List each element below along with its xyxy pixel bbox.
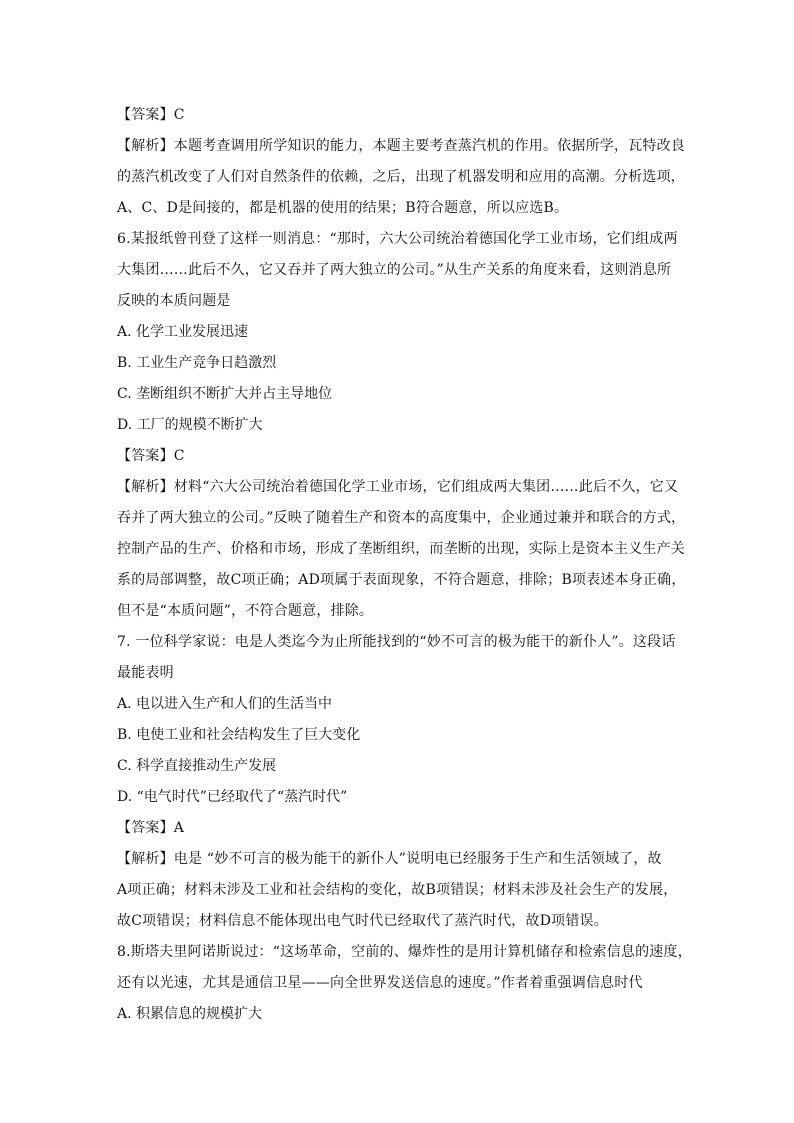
document-page — [117, 100, 692, 1030]
answer-line: 【答案】C — [117, 448, 185, 464]
question-line: 大集团……此后不久，它又吞并了两大独立的公司。”从生产关系的角度来看，这则消息所 — [117, 262, 672, 278]
analysis-line: 吞并了两大独立的公司。”反映了随着生产和资本的高度集中，企业通过兼并和联合的方式， — [117, 510, 686, 526]
analysis-line: 系的局部调整，故C项正确；AD项属于表面现象，不符合题意，排除；B项表述本身正确， — [117, 572, 686, 588]
q7-analysis — [117, 844, 677, 937]
question-line: 最能表明 — [117, 665, 174, 681]
analysis-line: 控制产品的生产、价格和市场，形成了垄断组织，而垄断的出现，实际上是资本主义生产关 — [117, 541, 685, 557]
q7-option-c: C. 科学直接推动生产发展 — [117, 758, 277, 774]
q6-option-a: A. 化学工业发展迅速 — [117, 324, 249, 340]
q8-stem — [117, 937, 692, 999]
analysis-line: 但不是“本质问题”，不符合题意，排除。 — [117, 603, 374, 619]
analysis-line: 的蒸汽机改变了人们对自然条件的依赖，之后，出现了机器发明和应用的高潮。分析选项， — [117, 169, 685, 185]
analysis-line: 故C项错误；材料信息不能体现出电气时代已经取代了蒸汽时代，故D项错误。 — [117, 913, 608, 929]
q6-analysis — [117, 472, 686, 627]
q6-stem — [117, 224, 677, 317]
q7-option-d: D. “电气时代”已经取代了“蒸汽时代” — [117, 789, 348, 805]
analysis-line: 【解析】电是 “妙不可言的极为能干的新仆人”说明电已经服务于生产和生活领域了，故 — [117, 851, 662, 867]
analysis-line: A项正确；材料未涉及工业和社会结构的变化，故B项错误；材料未涉及社会生产的发展， — [117, 882, 678, 898]
answer-line: 【答案】C — [117, 107, 185, 123]
analysis-line: A、C、D是间接的，都是机器的使用的结果；B符合题意，所以应选B。 — [117, 200, 569, 216]
q8-option-a: A. 积累信息的规模扩大 — [117, 1006, 263, 1022]
q7-answer — [117, 813, 677, 844]
question-line: 还有以光速，尤其是通信卫星——向全世界发送信息的速度。”作者着重强调信息时代 — [117, 975, 643, 991]
q7-option-b: B. 电使工业和社会结构发生了巨大变化 — [117, 727, 361, 743]
answer-line: 【答案】A — [117, 820, 185, 836]
q7-stem — [117, 627, 677, 689]
analysis-line: 【解析】本题考查调用所学知识的能力，本题主要考查蒸汽机的作用。依据所学，瓦特改良 — [117, 138, 685, 154]
q6-option-d: D. 工厂的规模不断扩大 — [117, 417, 263, 433]
question-line: 反映的本质问题是 — [117, 293, 231, 309]
q6-option-b: B. 工业生产竞争日趋激烈 — [117, 355, 277, 371]
question-line: 7. 一位科学家说：电是人类迄今为止所能找到的“妙不可言的极为能干的新仆人”。这段话 — [117, 634, 676, 650]
question-line: 8.斯塔夫里阿诺斯说过：“这场革命，空前的、爆炸性的是用计算机储存和检索信息的速度， — [117, 944, 692, 960]
q5-answer — [117, 100, 677, 131]
q6-answer — [117, 441, 677, 472]
q5-analysis — [117, 131, 685, 224]
q7-option-a: A. 电以进入生产和人们的生活当中 — [117, 696, 333, 712]
q6-option-c: C. 垄断组织不断扩大并占主导地位 — [117, 386, 333, 402]
question-line: 6.某报纸曾刊登了这样一则消息：“那时，六大公司统治着德国化学工业市场，它们组成两 — [117, 231, 678, 247]
analysis-line: 【解析】材料“六大公司统治着德国化学工业市场，它们组成两大集团……此后不久，它又 — [117, 479, 679, 495]
